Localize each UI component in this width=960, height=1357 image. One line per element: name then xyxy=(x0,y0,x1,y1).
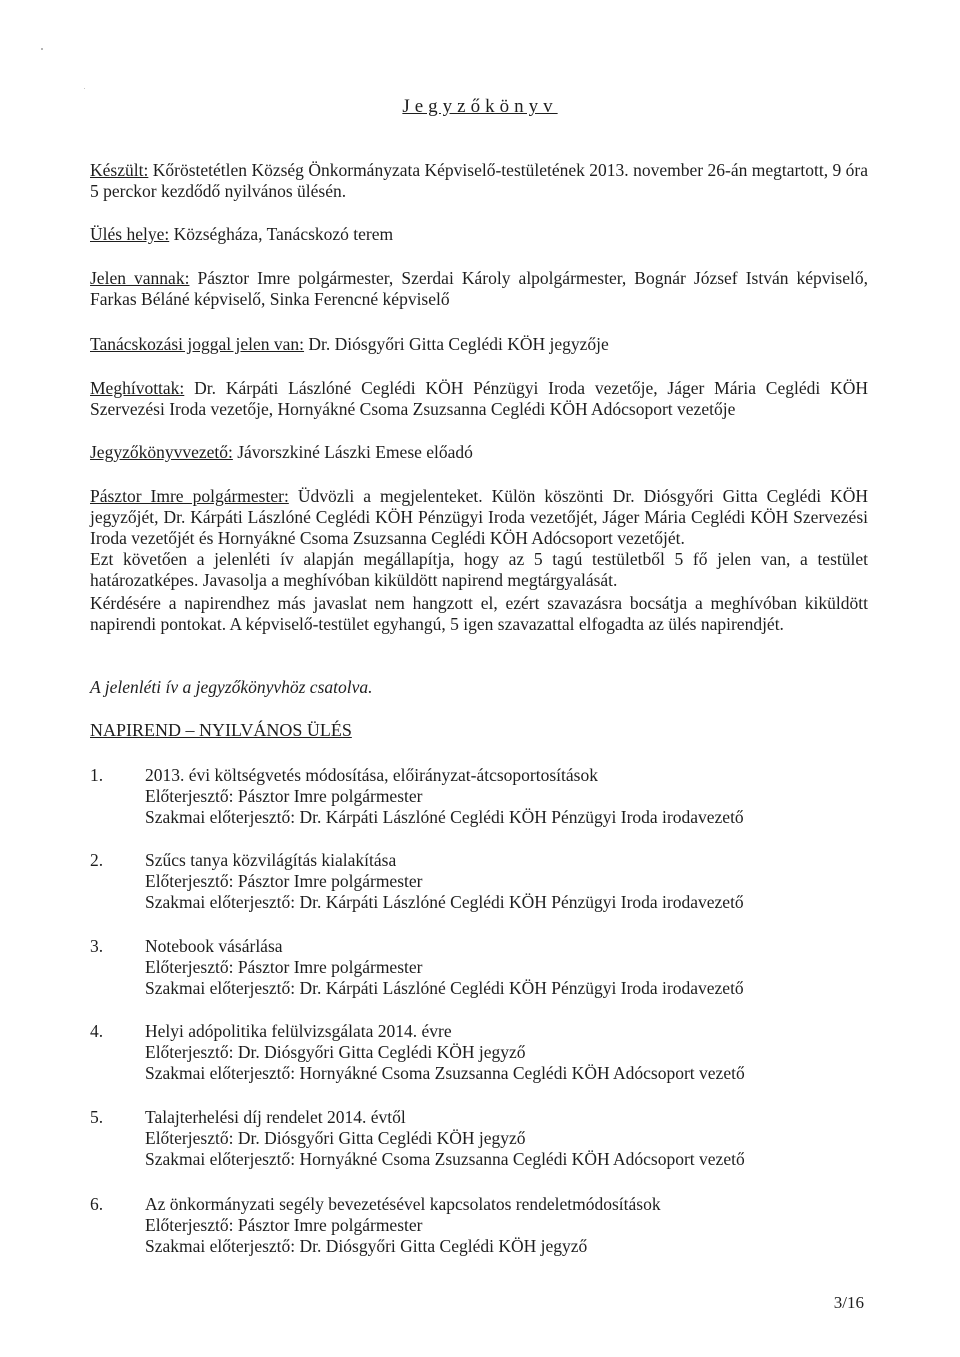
agenda-item-presenter: Előterjesztő: Pásztor Imre polgármester xyxy=(145,957,423,977)
agenda-item-expert: Szakmai előterjesztő: Dr. Diósgyőri Gitta Ceglédi KÖH jegyző xyxy=(145,1236,588,1256)
agenda-item-presenter: Előterjesztő: Pásztor Imre polgármester xyxy=(145,1215,423,1235)
agenda-item-number: 3. xyxy=(90,936,104,956)
recorder-label: Jegyzőkönyvvezető: xyxy=(90,442,233,462)
speech-label: Pásztor Imre polgármester: xyxy=(90,486,289,506)
agenda-item-title: 2013. évi költségvetés módosítása, előirányzat-átcsoportosítások xyxy=(145,765,598,785)
intro-text: Kőröstetétlen Község Önkormányzata Képviselő-testületének 2013. november 26-án megtartott, 9 óra 5 perckor kezdődő nyilvános ülésén. xyxy=(90,160,868,201)
agenda-item-number: 5. xyxy=(90,1107,104,1127)
venue-label: Ülés helye: xyxy=(90,224,170,244)
quorum-paragraph: Ezt követően a jelenléti ív alapján megállapítja, hogy az 5 tagú testületből 5 fő jelen van, a testület határozatképes. Javasolja a meghívóban kiküldött napirend megtárgyalását. xyxy=(90,549,868,590)
advisory-paragraph xyxy=(90,334,868,355)
agenda-item-expert: Szakmai előterjesztő: Hornyákné Csoma Zsuzsanna Ceglédi KÖH Adócsoport vezető xyxy=(145,1149,745,1169)
advisory-text: Dr. Diósgyőri Gitta Ceglédi KÖH jegyzője xyxy=(304,334,609,354)
advisory-label: Tanácskozási joggal jelen van: xyxy=(90,334,305,354)
invited-label: Meghívottak: xyxy=(90,378,185,398)
invited-text: Dr. Kárpáti Lászlóné Ceglédi KÖH Pénzügyi Iroda vezetője, Jáger Mária Ceglédi KÖH Szervezési Iroda vezetője, Hornyákné Csoma Zsuzsanna Ceglédi KÖH Adócsoport vezetője xyxy=(90,378,868,419)
agenda-item-number: 2. xyxy=(90,850,104,870)
attachment-note: A jelenléti ív a jegyzőkönyvhöz csatolva. xyxy=(90,677,373,697)
present-paragraph xyxy=(90,268,868,310)
intro-label: Készült: xyxy=(90,160,149,180)
present-label: Jelen vannak: xyxy=(90,268,190,288)
agenda-item-title: Notebook vásárlása xyxy=(145,936,283,956)
venue-text: Községháza, Tanácskozó terem xyxy=(169,224,394,244)
agenda-item-title: Talajterhelési díj rendelet 2014. évtől xyxy=(145,1107,406,1127)
agenda-item-title: Szűcs tanya közvilágítás kialakítása xyxy=(145,850,397,870)
agenda-item-number: 4. xyxy=(90,1021,104,1041)
venue-paragraph xyxy=(90,224,868,245)
agenda-item-title: Az önkormányzati segély bevezetésével kapcsolatos rendeletmódosítások xyxy=(145,1194,661,1214)
document-title: Jegyzőkönyv xyxy=(402,96,558,117)
agenda-item-presenter: Előterjesztő: Dr. Diósgyőri Gitta Ceglédi KÖH jegyző xyxy=(145,1042,526,1062)
page-number: 3/16 xyxy=(833,1293,864,1312)
speech-paragraph xyxy=(90,486,868,549)
present-text: Pásztor Imre polgármester, Szerdai Károly alpolgármester, Bognár József István képviselő, Farkas Béláné képviselő, Sinka Ferencné képviselő xyxy=(90,268,868,309)
invited-paragraph xyxy=(90,378,868,420)
scan-speck xyxy=(41,48,43,50)
agenda-item-title: Helyi adópolitika felülvizsgálata 2014. évre xyxy=(145,1021,452,1041)
agenda-item-expert: Szakmai előterjesztő: Dr. Kárpáti Lászlóné Ceglédi KÖH Pénzügyi Iroda irodavezető xyxy=(145,807,744,827)
recorder-text: Jávorszkiné Lászki Emese előadó xyxy=(232,442,473,462)
speech-text: Üdvözli a megjelenteket. Külön köszönti Dr. Diósgyőri Gitta Ceglédi KÖH jegyzőjét, Dr. Kárpáti Lászlóné Ceglédi KÖH Pénzügyi Iroda vezetőjét, Jáger Mária Ceglédi KÖH Szervezési Iroda vezetőjét és Hornyákné Csoma Zsuzsanna Ceglédi KÖH Adócsoport vezetőjét. xyxy=(90,486,868,548)
intro-paragraph xyxy=(90,160,868,202)
agenda-heading: NAPIREND – NYILVÁNOS ÜLÉS xyxy=(90,720,352,740)
agenda-item-presenter: Előterjesztő: Dr. Diósgyőri Gitta Ceglédi KÖH jegyző xyxy=(145,1128,526,1148)
agenda-item-number: 6. xyxy=(90,1194,104,1214)
agenda-vote-paragraph: Kérdésére a napirendhez más javaslat nem hangzott el, ezért szavazásra bocsátja a meghívóban kiküldött napirendi pontokat. A képviselő-testület egyhangú, 5 igen szavazattal elfogadta az ülés napirendjét. xyxy=(90,593,868,634)
scan-speck xyxy=(84,88,85,89)
recorder-paragraph xyxy=(90,442,868,463)
agenda-item-number: 1. xyxy=(90,765,104,785)
agenda-item-presenter: Előterjesztő: Pásztor Imre polgármester xyxy=(145,871,423,891)
agenda-item-expert: Szakmai előterjesztő: Hornyákné Csoma Zsuzsanna Ceglédi KÖH Adócsoport vezető xyxy=(145,1063,745,1083)
agenda-item-expert: Szakmai előterjesztő: Dr. Kárpáti Lászlóné Ceglédi KÖH Pénzügyi Iroda irodavezető xyxy=(145,892,744,912)
agenda-item-presenter: Előterjesztő: Pásztor Imre polgármester xyxy=(145,786,423,806)
agenda-item-expert: Szakmai előterjesztő: Dr. Kárpáti Lászlóné Ceglédi KÖH Pénzügyi Iroda irodavezető xyxy=(145,978,744,998)
